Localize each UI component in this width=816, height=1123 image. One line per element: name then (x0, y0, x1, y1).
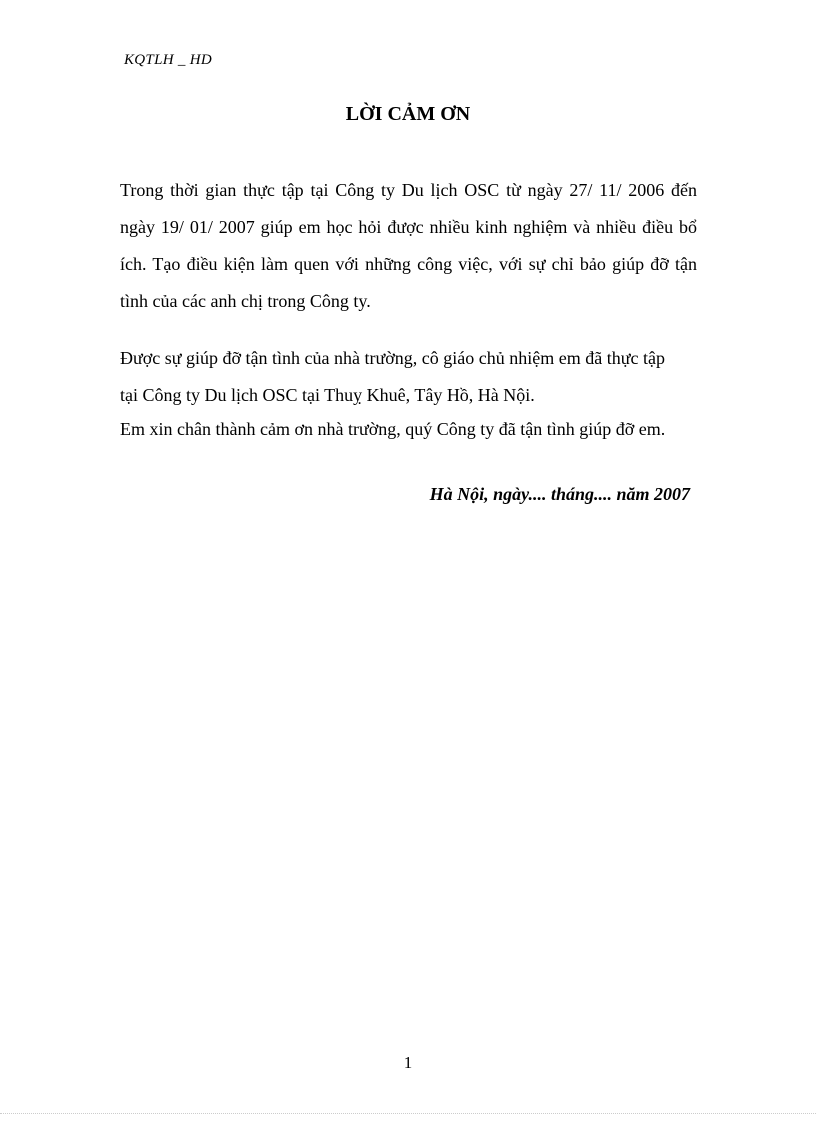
page-title: LỜI CẢM ƠN (345, 103, 471, 125)
paragraph-support-line-2: tại Công ty Du lịch OSC tại Thuỵ Khuê, Tây Hồ, Hà Nội. (120, 385, 535, 405)
paragraph-support (120, 340, 697, 414)
paragraph-internship: Trong thời gian thực tập tại Công ty Du lịch OSC từ ngày 27/ 11/ 2006 đến ngày 19/ 01/ 2007 giúp em học hỏi được nhiều kinh nghiệm và nhiều điều bổ ích. Tạo điều kiện làm quen với những công việc, với sự chỉ bảo giúp đỡ tận tình của các anh chị trong Công ty. (120, 180, 697, 311)
page-number: 1 (403, 1053, 413, 1072)
header-tag: KQTLH _ HD (124, 52, 213, 68)
date-signature-line: Hà Nội, ngày.... tháng.... năm 2007 (429, 484, 690, 504)
page-bottom-divider (0, 1113, 816, 1114)
paragraph-support-line-1: Được sự giúp đỡ tận tình của nhà trường, cô giáo chủ nhiệm em đã thực tập (120, 348, 665, 368)
paragraph-thanks: Em xin chân thành cảm ơn nhà trường, quý Công ty đã tận tình giúp đỡ em. (120, 419, 666, 439)
